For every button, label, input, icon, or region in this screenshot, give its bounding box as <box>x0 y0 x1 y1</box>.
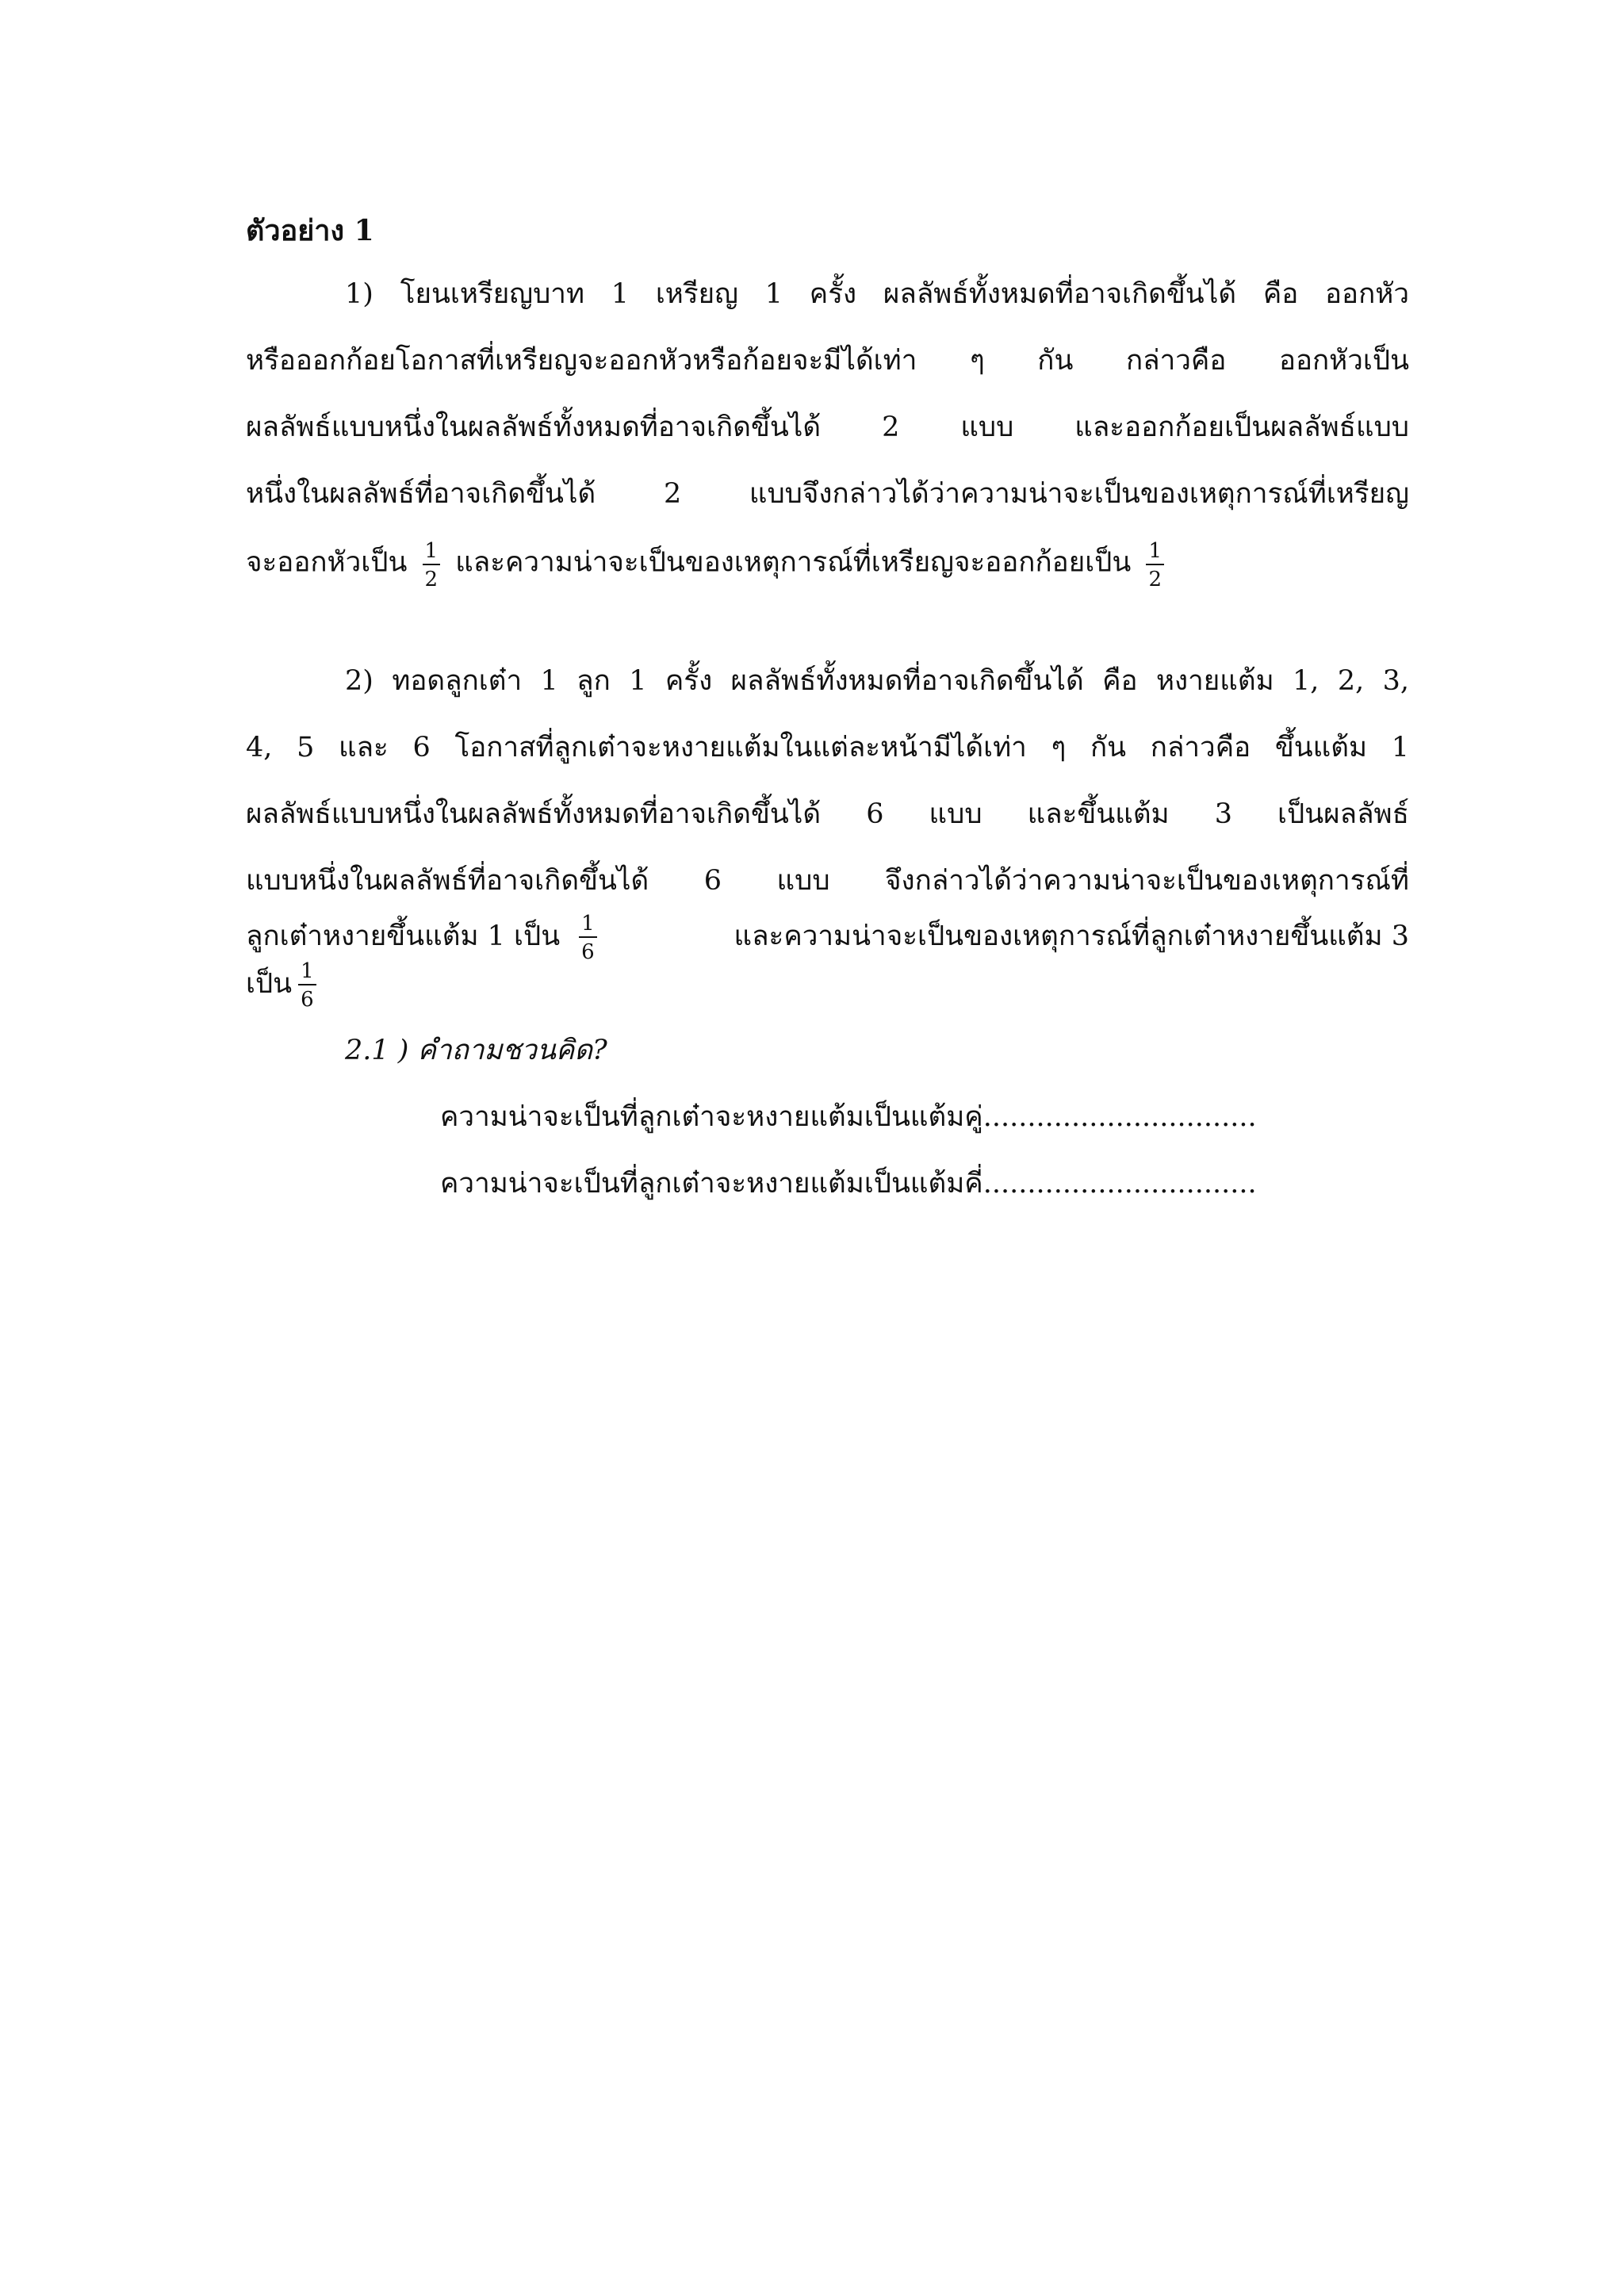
example2-line-2: 4, 5 และ 6 โอกาสที่ลูกเต๋าจะหงายแต้มในแต่ละหน้ามีได้เท่า ๆ กัน กล่าวคือ ขึ้นแต้ม 1 <box>246 732 1409 763</box>
example-heading: ตัวอย่าง 1 <box>246 214 374 247</box>
fraction-numerator: 1 <box>298 961 316 985</box>
fraction-numerator: 1 <box>423 541 441 565</box>
question-odd-line: ความน่าจะเป็นที่ลูกเต๋าจะหงายแต้มเป็นแต้มคี่............................... <box>440 1168 1257 1200</box>
question-title: 2.1 ) คำถามชวนคิด? <box>345 1035 607 1066</box>
question-even-line: ความน่าจะเป็นที่ลูกเต๋าจะหงายแต้มเป็นแต้มคู่............................... <box>440 1101 1257 1133</box>
fraction-one-half-tails <box>1146 541 1164 590</box>
example1-line-5-text-b: และความน่าจะเป็นของเหตุการณ์ที่เหรียญจะออกก้อยเป็น <box>455 546 1132 579</box>
example2-line-3: ผลลัพธ์แบบหนึ่งในผลลัพธ์ทั้งหมดที่อาจเกิดขึ้นได้ 6 แบบ และขึ้นแต้ม 3 เป็นผลลัพธ์ <box>246 798 1409 830</box>
example2-line-5 <box>246 885 1409 988</box>
example1-line-4: หนึ่งในผลลัพธ์ที่อาจเกิดขึ้นได้ 2 แบบจึงกล่าวได้ว่าความน่าจะเป็นของเหตุการณ์ที่เหรียญ <box>246 478 1409 510</box>
example2-line-6-text: เป็น <box>246 967 293 1000</box>
fraction-numerator: 1 <box>1146 541 1164 565</box>
fraction-one-sixth-one <box>579 913 597 962</box>
fraction-one-sixth-three <box>298 961 316 1010</box>
example1-line-1: 1) โยนเหรียญบาท 1 เหรียญ 1 ครั้ง ผลลัพธ์ทั้งหมดที่อาจเกิดขึ้นได้ คือ ออกหัว <box>345 278 1409 310</box>
example2-line-1: 2) ทอดลูกเต๋า 1 ลูก 1 ครั้ง ผลลัพธ์ทั้งหมดที่อาจเกิดขึ้นได้ คือ หงายแต้ม 1, 2, 3, <box>345 665 1409 697</box>
example2-line-5-text-a: ลูกเต๋าหงายขึ้นแต้ม 1 เป็น <box>246 920 561 952</box>
fraction-denominator: 6 <box>301 988 314 1012</box>
example2-line-6 <box>246 940 323 1027</box>
fraction-denominator: 2 <box>1148 568 1162 591</box>
example2-line-4: แบบหนึ่งในผลลัพธ์ที่อาจเกิดขึ้นได้ 6 แบบ จึงกล่าวได้ว่าความน่าจะเป็นของเหตุการณ์ที่ <box>246 865 1409 897</box>
example1-line-3: ผลลัพธ์แบบหนึ่งในผลลัพธ์ทั้งหมดที่อาจเกิดขึ้นได้ 2 แบบ และออกก้อยเป็นผลลัพธ์แบบ <box>246 411 1409 443</box>
example1-line-5 <box>246 539 1170 591</box>
fraction-numerator: 1 <box>579 913 597 938</box>
example1-line-5-text-a: จะออกหัวเป็น <box>246 546 408 579</box>
example1-line-2: หรือออกก้อยโอกาสที่เหรียญจะออกหัวหรือก้อยจะมีได้เท่า ๆ กัน กล่าวคือ ออกหัวเป็น <box>246 345 1409 377</box>
fraction-one-half-heads <box>423 541 441 590</box>
example2-line-5-text-b: และความน่าจะเป็นของเหตุการณ์ที่ลูกเต๋าหงายขึ้นแต้ม 3 <box>733 920 1409 952</box>
fraction-denominator: 6 <box>581 940 595 964</box>
fraction-denominator: 2 <box>424 568 439 591</box>
